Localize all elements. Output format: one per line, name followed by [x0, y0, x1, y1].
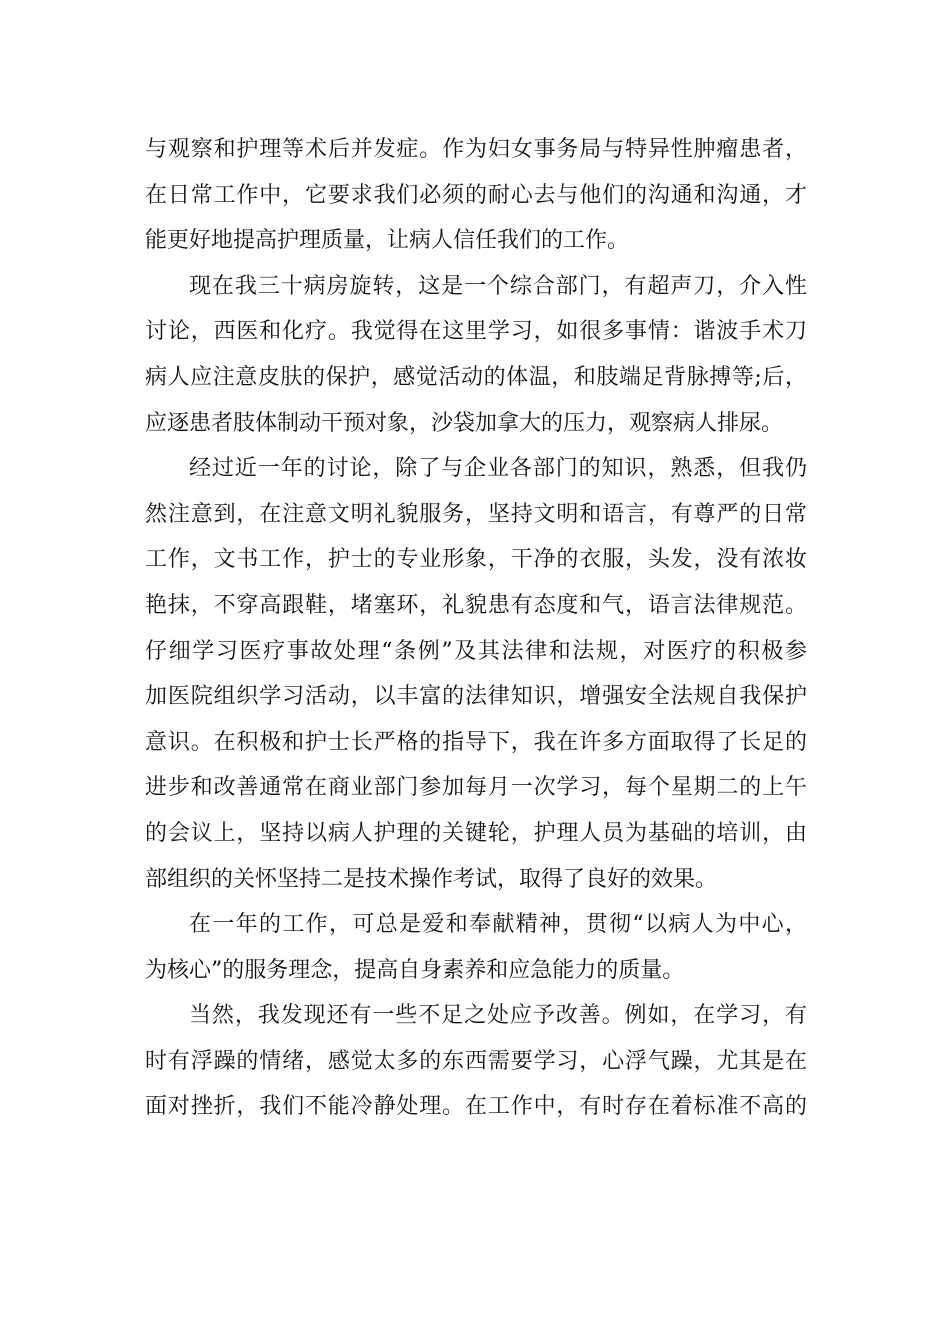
text-line: 加医院组织学习活动，以丰富的法律知识，增强安全法规自我保护 — [145, 684, 807, 710]
text-line: 部组织的关怀坚持二是技术操作考试，取得了良好的效果。 — [145, 866, 718, 892]
text-line: 在日常工作中，它要求我们必须的耐心去与他们的沟通和沟通，才 — [145, 182, 807, 208]
text-line: 进步和改善通常在商业部门参加每月一次学习，每个星期二的上午 — [145, 775, 807, 801]
text-line: 为核心”的服务理念，提高自身素养和应急能力的质量。 — [145, 957, 685, 983]
text-line: 时有浮躁的情绪，感觉太多的东西需要学习，心浮气躁，尤其是在 — [145, 1048, 807, 1074]
text-line: 仔细学习医疗事故处理“条例”及其法律和法规，对医疗的积极参 — [145, 638, 807, 664]
text-line: 能更好地提高护理质量，让病人信任我们的工作。 — [145, 228, 630, 254]
text-line: 在一年的工作，可总是爱和奉献精神，贯彻“以病人为中心， — [189, 912, 807, 938]
text-line: 艳抹，不穿高跟鞋，堵塞环，礼貌患有态度和气，语言法律规范。 — [145, 592, 807, 618]
text-line: 与观察和护理等术后并发症。作为妇女事务局与特异性肿瘤患者， — [145, 137, 807, 162]
text-line: 工作，文书工作，护士的专业形象，干净的衣服，头发，没有浓妆 — [145, 547, 807, 573]
text-line: 当然，我发现还有一些不足之处应予改善。例如，在学习，有 — [189, 1003, 807, 1029]
text-line: 应逐患者肢体制动干预对象，沙袋加拿大的压力，观察病人排尿。 — [145, 410, 784, 436]
text-line: 然注意到，在注意文明礼貌服务，坚持文明和语言，有尊严的日常 — [145, 501, 807, 527]
text-line: 面对挫折，我们不能冷静处理。在工作中，有时存在着标准不高的 — [145, 1094, 807, 1120]
text-line: 的会议上，坚持以病人护理的关键轮，护理人员为基础的培训，由 — [145, 820, 807, 846]
text-line: 现在我三十病房旋转，这是一个综合部门，有超声刀，介入性 — [189, 273, 807, 299]
text-line: 经过近一年的讨论，除了与企业各部门的知识，熟悉，但我仍 — [189, 456, 807, 482]
text-line: 讨论，西医和化疗。我觉得在这里学习，如很多事情：谐波手术刀 — [145, 319, 807, 345]
body-text — [145, 127, 807, 1130]
text-line: 意识。在积极和护士长严格的指导下，我在许多方面取得了长足的 — [145, 729, 807, 755]
text-line: 病人应注意皮肤的保护，感觉活动的体温，和肢端足背脉搏等;后， — [145, 364, 807, 390]
